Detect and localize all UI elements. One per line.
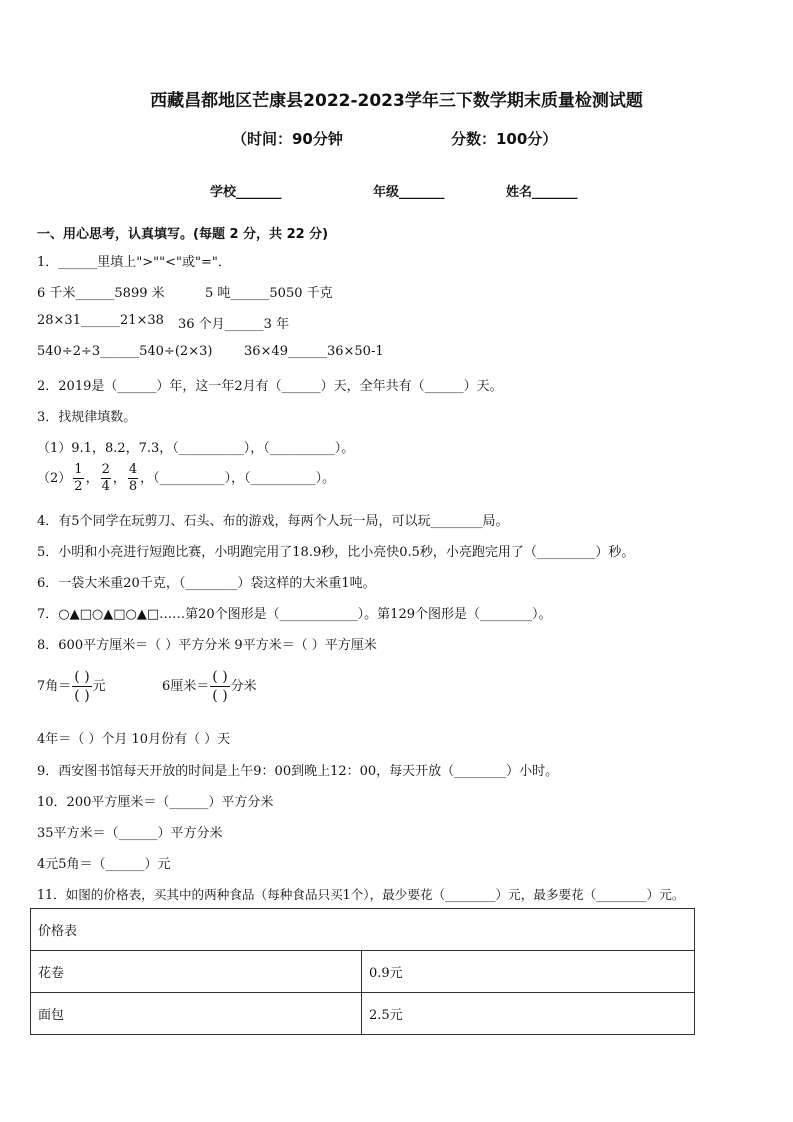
name-field: 姓名_______ — [506, 185, 578, 200]
fraction-denominator: 4 — [101, 479, 110, 494]
item-cell: 面包 — [31, 993, 362, 1035]
q3-part2-suffix: ，（__________），（__________）。 — [140, 471, 336, 486]
fraction-numerator: ( ) — [74, 669, 90, 685]
table-row — [31, 993, 695, 1035]
q2: 2．2019是（______）年，这一年2月有（______）天，全年共有（______）天。 — [37, 379, 503, 394]
q3-part2 — [37, 462, 335, 495]
q4: 4．有5个同学在玩剪刀、石头、布的游戏，每两个人玩一局，可以玩________局。 — [37, 514, 509, 529]
q5: 5．小明和小亮进行短跑比赛，小明跑完用了18.9秒，比小亮快0.5秒，小亮跑完用了（_________）秒。 — [37, 545, 635, 560]
q8-c — [162, 668, 257, 705]
q6: 6．一袋大米重20千克，（________）袋这样的大米重1吨。 — [37, 576, 376, 591]
q8-c-suffix: 分米 — [230, 679, 257, 694]
fraction-numerator: 4 — [128, 462, 138, 477]
school-field: 学校_______ — [210, 185, 282, 200]
q1-b: 5 吨______5050 千克 — [205, 286, 333, 301]
grade-field: 年级_______ — [373, 185, 445, 200]
fraction-denominator: 8 — [128, 479, 138, 494]
fraction-numerator: ( ) — [212, 669, 228, 685]
price-cell: 0.9元 — [362, 951, 695, 993]
price-table — [30, 908, 695, 1035]
q3-part2-prefix: （2） — [37, 471, 72, 486]
fraction-3 — [128, 462, 138, 495]
fraction-denominator: 2 — [74, 479, 83, 494]
exam-score: 分数：100分） — [451, 130, 558, 148]
blank-fraction — [210, 668, 229, 705]
q1-e: 540÷2÷3______540÷(2×3) — [37, 344, 213, 359]
fraction-denominator: ( ) — [212, 688, 228, 704]
q10-a: 10．200平方厘米＝（______）平方分米 — [37, 795, 274, 810]
fraction-1 — [73, 462, 83, 495]
price-cell: 2.5元 — [362, 993, 695, 1035]
q8-b-prefix: 7角＝ — [37, 679, 72, 694]
separator: ， — [112, 471, 126, 486]
q8-a: 8．600平方厘米＝（ ）平方分米 9平方米＝（ ）平方厘米 — [37, 638, 377, 653]
fraction-2 — [101, 462, 111, 495]
table-row — [31, 909, 695, 951]
q8-d: 4年＝（ ）个月 10月份有（ ）天 — [37, 732, 231, 747]
q1-c: 28×31______21×38 — [37, 313, 164, 328]
q1-a: 6 千米______5899 米 — [37, 286, 165, 301]
q1-stem: 1．______里填上">""<"或"="． — [37, 255, 231, 270]
fraction-numerator: 1 — [74, 462, 83, 477]
q1-d: 36 个月______3 年 — [178, 317, 290, 332]
q7: 7．○▲□○▲□○▲□……第20个图形是（____________）。第129个图形是（________）。 — [37, 607, 552, 622]
table-title: 价格表 — [31, 909, 695, 951]
q10-c: 4元5角＝（______）元 — [37, 857, 171, 872]
page-title: 西藏昌都地区芒康县2022-2023学年三下数学期末质量检测试题 — [150, 91, 643, 111]
fraction-denominator: ( ) — [74, 688, 90, 704]
separator: ， — [85, 471, 99, 486]
blank-fraction — [72, 668, 91, 705]
q3-stem: 3．找规律填数。 — [37, 410, 137, 425]
q1-f: 36×49______36×50-1 — [244, 344, 384, 359]
section-heading: 一、用心思考，认真填写。(每题 2 分，共 22 分) — [37, 227, 329, 242]
q10-b: 35平方米＝（______）平方分米 — [37, 826, 223, 841]
q3-part1: （1）9.1，8.2，7.3，（__________），（__________）。 — [37, 441, 355, 456]
q8-b — [37, 668, 106, 705]
q8-b-suffix: 元 — [92, 679, 106, 694]
fraction-numerator: 2 — [101, 462, 110, 477]
exam-time: （时间：90分钟 — [232, 130, 343, 148]
q9: 9．西安图书馆每天开放的时间是上午9：00到晚上12：00，每天开放（________）小时。 — [37, 764, 559, 779]
q11: 11．如图的价格表，买其中的两种食品（每种食品只买1个），最少要花（________）元，最多要花（________）元。 — [37, 887, 685, 902]
item-cell: 花卷 — [31, 951, 362, 993]
q8-c-prefix: 6厘米＝ — [162, 679, 210, 694]
table-row — [31, 951, 695, 993]
